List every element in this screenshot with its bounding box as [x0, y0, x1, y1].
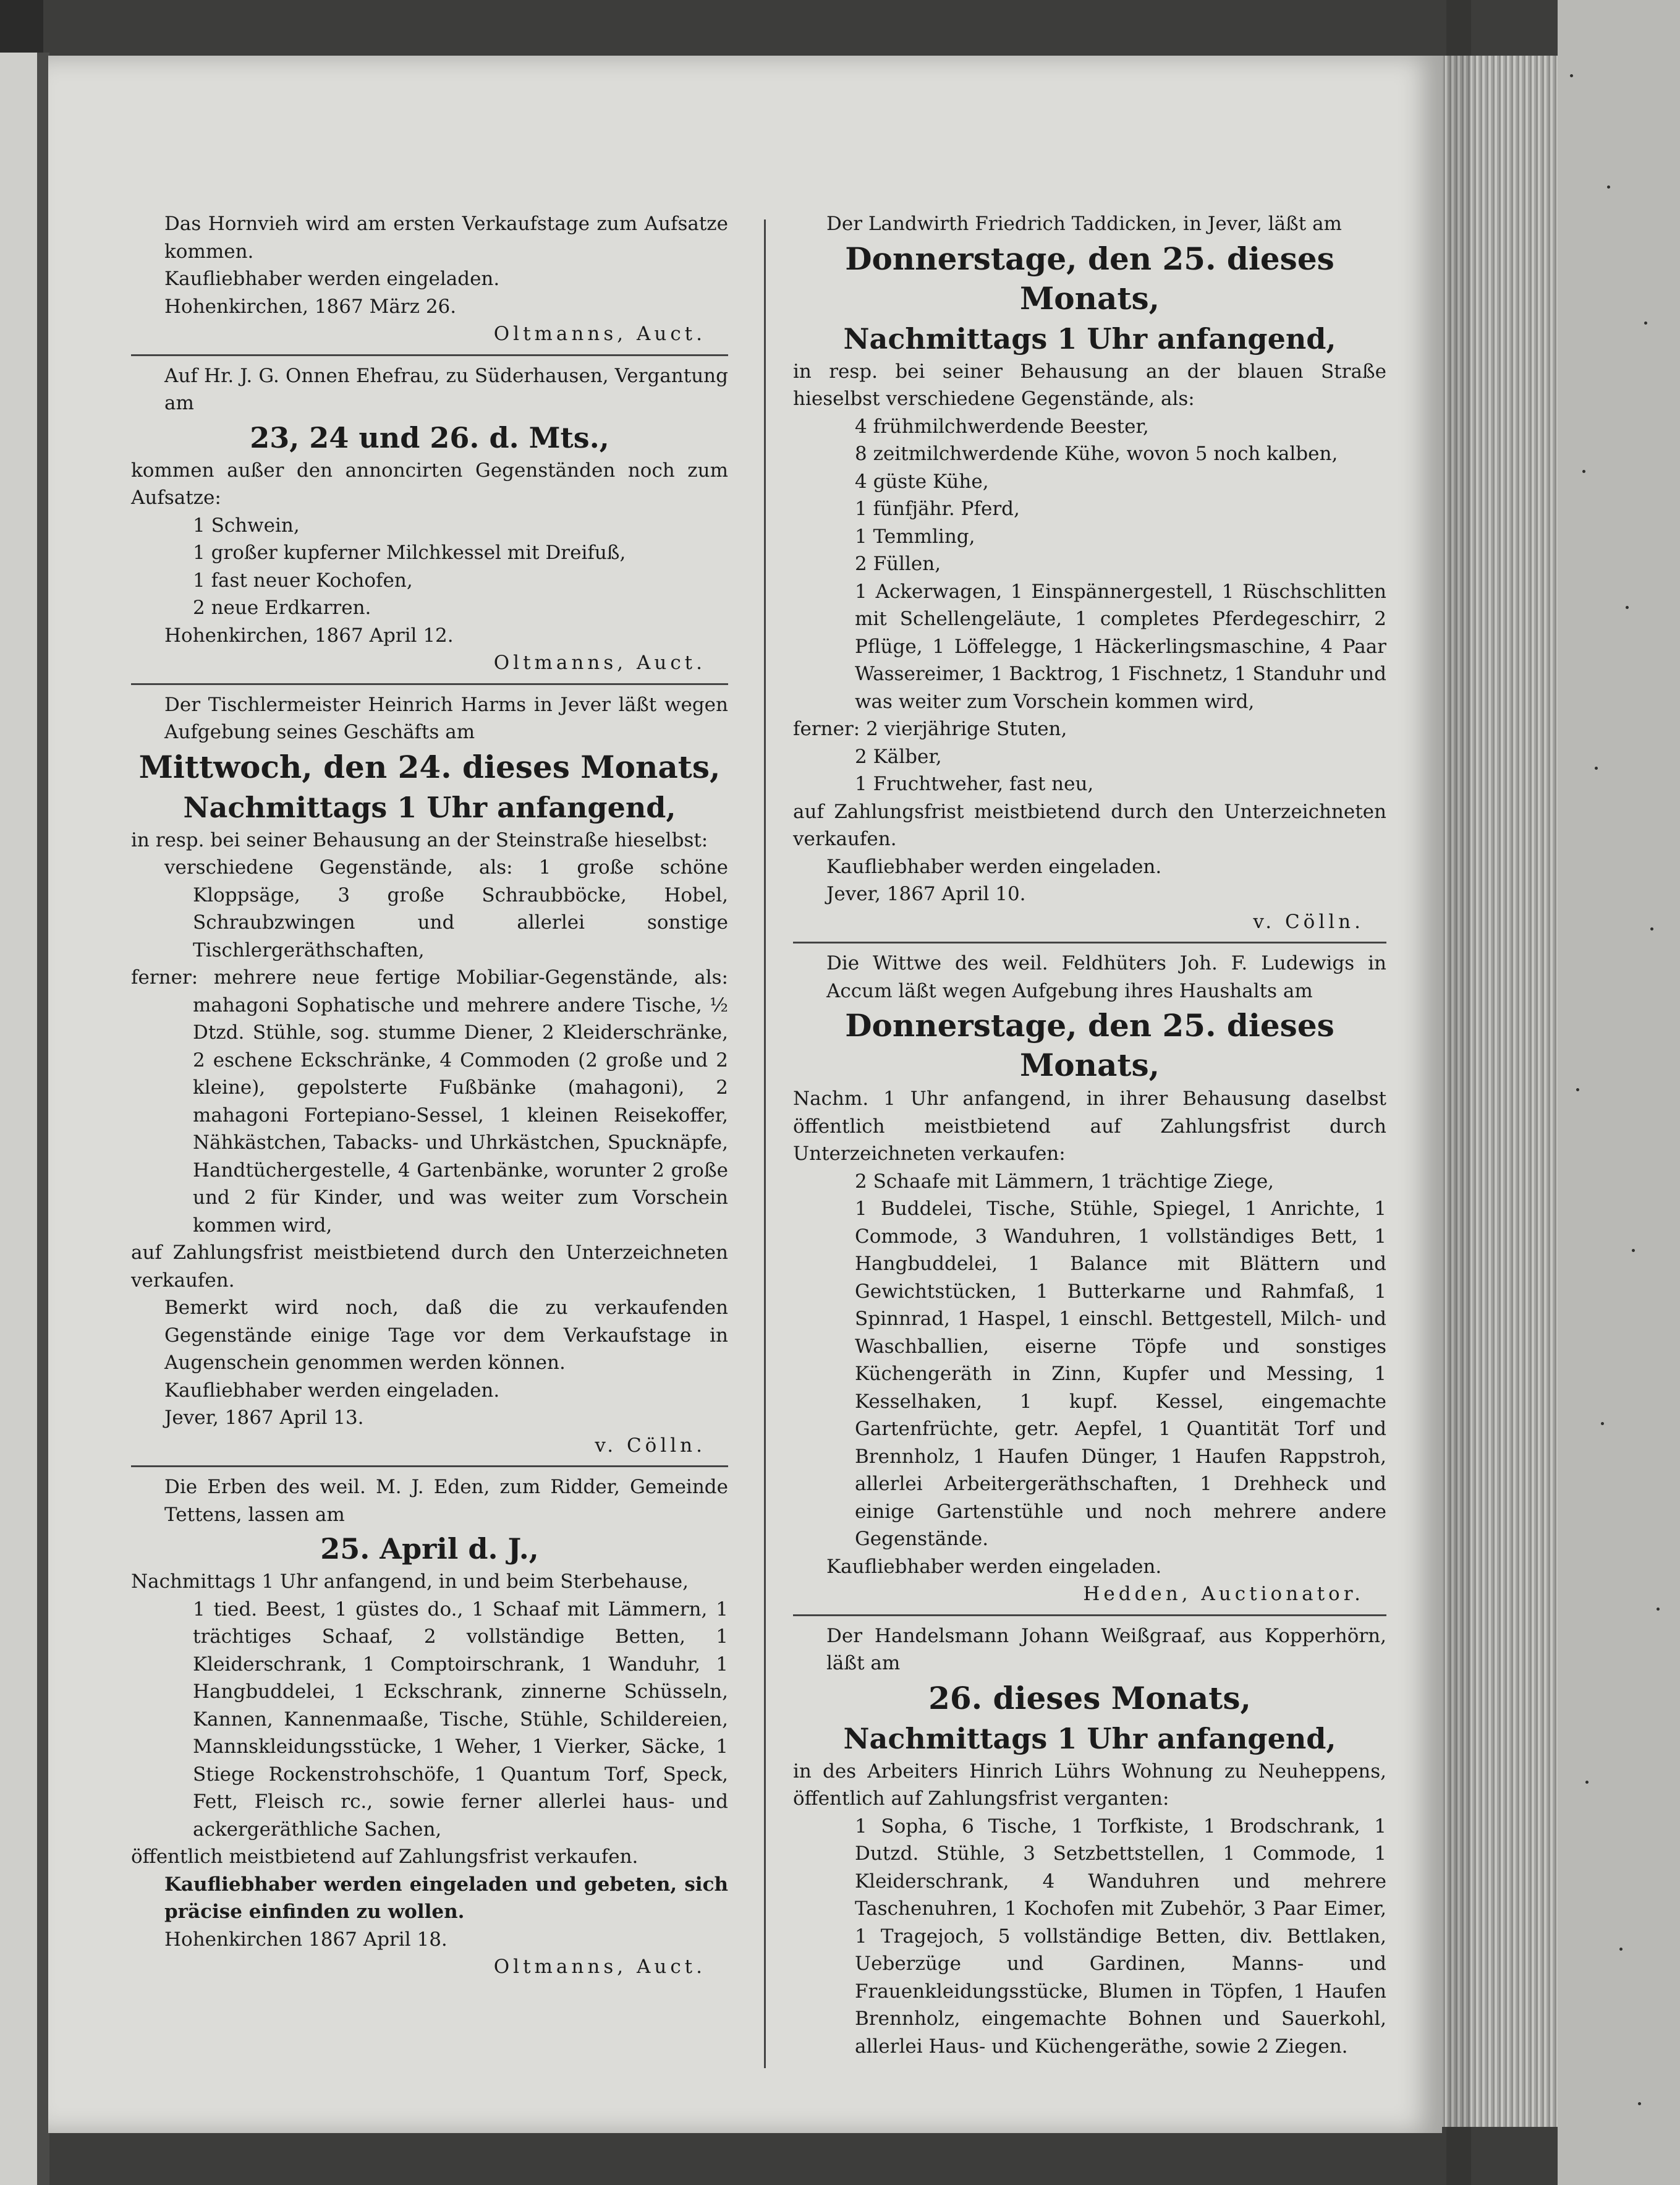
notice-text: Nachm. 1 Uhr anfangend, in ihrer Behausung daselbst öffentlich meistbietend auf Zahlungsfrist durch Unterzeichneten verkaufen:	[793, 1088, 1386, 1165]
notice-item: 1 Schwein,	[193, 514, 300, 537]
notice-onnen	[131, 362, 728, 677]
ferner-items: mehrere neue fertige Mobiliar-Gegenstände, als: mahagoni Sophatische und mehrere andere Tische, ½ Dtzd. Stühle, sog. stumme Diener, 2 Kleiderschränke, 2 eschene Eckschränke, 4 Commoden (2 große und 2 kleine), gepolsterte Fußbänke (mahagoni), 2 mahagoni Fortepiano-Sessel, 1 kleinen Reisekoffer, Nähkästchen, Tabacks- und Uhrkästchen, Spucknäpfe, Handtüchergestelle, 4 Gartenbänke, worunter 2 große und 2 für Kinder, und was weiter zum Vorschein kommen wird,	[193, 966, 729, 1237]
notice-item: 1 Fruchtweher, fast neu,	[855, 773, 1094, 795]
notice-item: 2 Kälber,	[855, 745, 942, 768]
notice-subheadline: Nachmittags 1 Uhr anfangend,	[843, 322, 1336, 356]
notice-separator	[793, 942, 1386, 943]
notice-item: 2 neue Erdkarren.	[193, 597, 371, 619]
notice-intro: Die Wittwe des weil. Feldhüters Joh. F. Ludewigs in Accum läßt wegen Aufgebung ihres Haushalts am	[826, 952, 1386, 1002]
notice-harms	[131, 691, 728, 1460]
notice-text: Nachmittags 1 Uhr anfangend, in und beim Sterbehause,	[131, 1570, 689, 1593]
notice-place-date: Jever, 1867 April 13.	[164, 1407, 364, 1429]
notice-taddicken	[793, 210, 1386, 935]
notice-signature: Oltmanns, Auct.	[493, 323, 706, 345]
notice-item: 8 zeitmilchwerdende Kühe, wovon 5 noch kalben,	[855, 443, 1338, 465]
notice-text: in resp. bei seiner Behausung an der blauen Straße hieselbst verschiedene Gegenstände, als:	[793, 360, 1386, 410]
notice-sale: öffentlich meistbietend auf Zahlungsfrist verkaufen.	[131, 1846, 638, 1868]
notice-headline: 26. dieses Monats,	[928, 1679, 1251, 1716]
notice-subheadline: Nachmittags 1 Uhr anfangend,	[183, 790, 676, 824]
notice-ludewigs	[793, 950, 1386, 1608]
notice-item: 1 Ackerwagen, 1 Einspännergestell, 1 Rüschschlitten mit Schellengeläute, 1 completes Pferdegeschirr, 2 Pflüge, 1 Löffelegge, 1 Häckerlingsmaschine, 4 Paar Wassereimer, 1 Backtrog, 1 Fischnetz, 1 Standuhr und was weiter zum Vorschein kommen wird,	[855, 580, 1386, 713]
notice-item: 2 Füllen,	[855, 553, 941, 575]
notice-item	[793, 715, 1386, 743]
notice-place-date: Hohenkirchen, 1867 März 26.	[164, 295, 457, 318]
gutter-shadow	[37, 53, 49, 2185]
notice-buyers: Kaufliebhaber werden eingeladen.	[164, 1379, 500, 1402]
notice-text: Das Hornvieh wird am ersten Verkaufstage zum Aufsatze kommen.	[164, 213, 728, 263]
notice-signature: Oltmanns, Auct.	[493, 652, 706, 674]
notice-subheadline: Nachmittags 1 Uhr anfangend,	[843, 1721, 1336, 1755]
notice-items: 1 Sopha, 6 Tische, 1 Torfkiste, 1 Brodschrank, 1 Dutzd. Stühle, 3 Setzbettstellen, 1 Commode, 1 Kleiderschrank, 4 Wanduhren und mehrere Taschenuhren, 1 Kochofen mit Zubehör, 3 Paar Eimer, 1 Tragejoch, 5 vollständige Betten, div. Bettlaken, Ueberzüge und Gardinen, Manns- und Frauenkleidungsstücke, Blumen in Töpfen, 1 Haufen Brennholz, eingemachte Bohnen und Sauerkohl, allerlei Haus- und Küchengeräthe, sowie 2 Ziegen.	[855, 1815, 1386, 2058]
ferner-label: ferner:	[793, 718, 860, 740]
book-cover-edge	[1558, 0, 1680, 2185]
notice-headline: Mittwoch, den 24. dieses Monats,	[138, 748, 721, 785]
notice-headline: 25. April d. J.,	[320, 1532, 539, 1565]
notice-eden	[131, 1473, 728, 1981]
notice-headline: 23, 24 und 26. d. Mts.,	[250, 420, 609, 454]
notice-item: 1 großer kupferner Milchkessel mit Dreifuß,	[193, 542, 626, 564]
notice-items: verschiedene Gegenstände, als: 1 große schöne Kloppsäge, 3 große Schraubböcke, Hobel, Schraubzwingen und allerlei sonstige Tischlergeräthschaften,	[164, 856, 728, 961]
previous-page-edge	[0, 53, 37, 2185]
notice-text: kommen außer den annoncirten Gegenständen noch zum Aufsatze:	[131, 459, 728, 509]
notice-buyers: Kaufliebhaber werden eingeladen.	[826, 1555, 1162, 1578]
notice-place-date: Hohenkirchen, 1867 April 12.	[164, 624, 454, 647]
notice-intro: Auf Hr. J. G. Onnen Ehefrau, zu Süderhausen, Vergantung am	[164, 364, 728, 414]
notice-headline: Donnerstage, den 25. dieses Monats,	[845, 240, 1334, 317]
newspaper-page	[48, 56, 1442, 2133]
notice-item: 4 frühmilchwerdende Beester,	[855, 415, 1149, 438]
notice-items-more	[131, 964, 728, 1239]
notice-headline: Donnerstage, den 25. dieses Monats,	[845, 1007, 1334, 1083]
notice-buyers: Kaufliebhaber werden eingeladen.	[826, 855, 1162, 878]
notice-item: 1 fast neuer Kochofen,	[193, 569, 413, 592]
notice-sale: auf Zahlungsfrist meistbietend durch den Unterzeichneten verkaufen.	[793, 800, 1386, 850]
notice-weissgraaf	[793, 1622, 1386, 2061]
notice-separator	[131, 354, 728, 356]
column-divider	[764, 219, 766, 2068]
notice-text: in resp. bei seiner Behausung an der Steinstraße hieselbst:	[131, 828, 708, 851]
left-column	[131, 210, 728, 1981]
ferner-label: ferner:	[131, 966, 198, 989]
notice-separator	[793, 1614, 1386, 1616]
notice-item: 1 fünfjähr. Pferd,	[855, 498, 1020, 520]
notice-separator	[131, 683, 728, 685]
notice-sale: auf Zahlungsfrist meistbietend durch den Unterzeichneten verkaufen.	[131, 1242, 728, 1292]
notice-intro: Der Landwirth Friedrich Taddicken, in Jever, läßt am	[826, 213, 1342, 235]
notice-signature: v. Cölln.	[595, 1434, 706, 1457]
notice-intro: Der Handelsmann Johann Weißgraaf, aus Kopperhörn, läßt am	[826, 1624, 1386, 1674]
notice-item: 1 Temmling,	[855, 525, 975, 548]
notice-item: 4 güste Kühe,	[855, 470, 989, 493]
page-edge-shadow	[1446, 0, 1471, 2185]
notice-items: 1 tied. Beest, 1 güstes do., 1 Schaaf mit Lämmern, 1 trächtiges Schaaf, 2 vollständige Betten, 1 Kleiderschrank, 1 Comptoirschrank, 1 Wanduhr, 1 Hangbuddelei, 1 Eckschrank, zinnerne Schüsseln, Kannen, Kannenmaaße, Tische, Stühle, Schildereien, Mannskleidungsstücke, 1 Weher, 1 Vierker, Säcke, 1 Stiege Rockenstrohschöfe, 1 Quantum Torf, Speck, Fett, Fleisch rc., sowie ferner allerlei haus- und ackergeräthliche Sachen,	[193, 1598, 728, 1841]
ferner-item: 2 vierjährige Stuten,	[866, 718, 1067, 740]
notice-hornvieh	[131, 210, 728, 348]
notice-intro: Die Erben des weil. M. J. Eden, zum Ridder, Gemeinde Tettens, lassen am	[164, 1476, 728, 1526]
notice-text: in des Arbeiters Hinrich Lührs Wohnung zu Neuheppens, öffentlich auf Zahlungsfrist verganten:	[793, 1760, 1386, 1810]
notice-buyers: Kaufliebhaber werden eingeladen und gebeten, sich präcise einfinden zu wollen.	[164, 1873, 728, 1923]
notice-item: 2 Schaafe mit Lämmern, 1 trächtige Ziege,	[855, 1170, 1275, 1193]
notice-place-date: Jever, 1867 April 10.	[826, 883, 1026, 905]
notice-separator	[131, 1465, 728, 1467]
notice-signature: v. Cölln.	[1253, 910, 1364, 933]
notice-buyers: Kaufliebhaber werden eingeladen.	[164, 268, 500, 290]
right-column	[793, 210, 1386, 2060]
notice-signature: Oltmanns, Auct.	[493, 1956, 706, 1978]
notice-item: 1 Buddelei, Tische, Stühle, Spiegel, 1 Anrichte, 1 Commode, 3 Wanduhren, 1 vollständiges Bett, 1 Hangbuddelei, 1 Balance mit Blättern und Gewichtstücken, 1 Butterkarne und Rahmfaß, 1 Spinnrad, 1 Haspel, 1 einschl. Bettgestell, Milch- und Waschballien, eiserne Töpfe und sonstiges Küchengeräth in Zinn, Kupfer und Messing, 1 Kesselhaken, 1 kupf. Kessel, eingemachte Gartenfrüchte, getr. Aepfel, 1 Quantität Torf und Brennholz, 1 Haufen Dünger, 1 Haufen Rappstroh, allerlei Arbeitergeräthschaften, 1 Drehheck und einige Gartenstühle und noch mehrere andere Gegenstände.	[855, 1198, 1386, 1550]
notice-place-date: Hohenkirchen 1867 April 18.	[164, 1928, 448, 1951]
notice-signature: Hedden, Auctionator.	[1083, 1583, 1364, 1605]
notice-intro: Der Tischlermeister Heinrich Harms in Jever läßt wegen Aufgebung seines Geschäfts am	[164, 693, 728, 743]
notice-remark: Bemerkt wird noch, daß die zu verkaufenden Gegenstände einige Tage vor dem Verkaufstage in Augenschein genommen werden können.	[164, 1297, 728, 1374]
